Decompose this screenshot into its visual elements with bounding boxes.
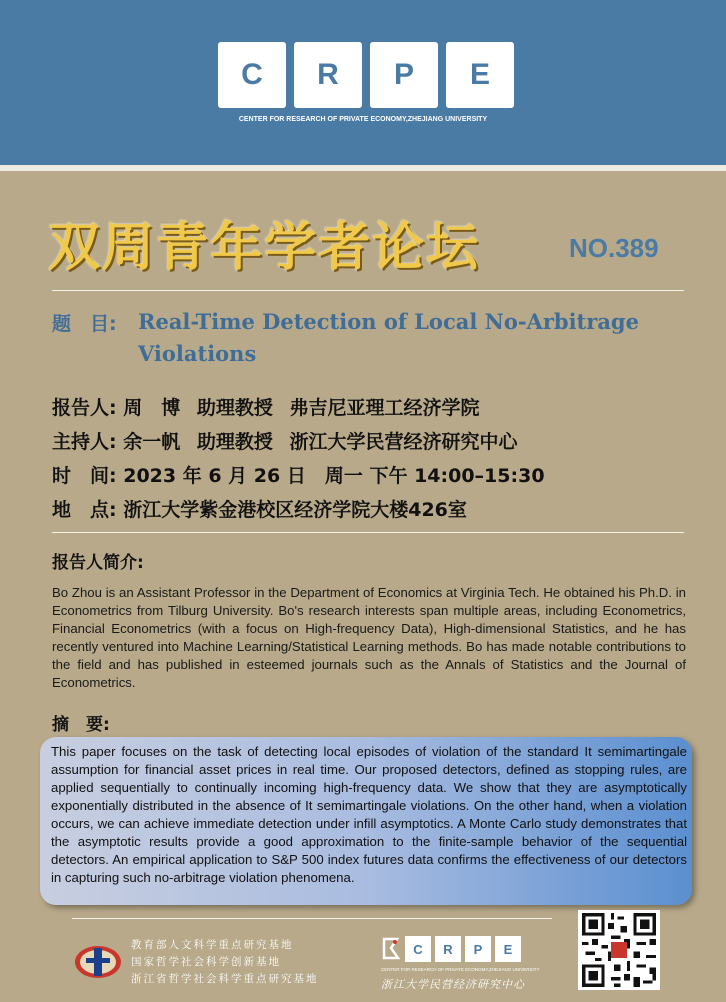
talk-title: Real-Time Detection of Local No-Arbitrage Violations (138, 309, 639, 366)
logo-letter-box (465, 936, 491, 962)
talk-title-label: 题 目: (52, 313, 117, 335)
logo-letter: E (503, 941, 513, 957)
crpe-mark-icon (381, 936, 401, 962)
host-name: 余一帆 (123, 431, 181, 453)
host-row (52, 427, 518, 454)
logo-letter: P (393, 58, 414, 91)
footer-logo-letters (405, 936, 521, 962)
speaker-org: 弗吉尼亚理工经济学院 (289, 397, 480, 419)
footer-logo-subtitle: CENTER FOR RESEARCH OF PRIVATE ECONOMY,ZHEJIANG UNIVERSITY (381, 967, 540, 972)
place-label: 地 点: (52, 499, 117, 521)
footer-crpe-logo (381, 936, 540, 992)
place-value: 浙江大学紫金港校区经济学院大楼426室 (123, 499, 467, 521)
divider (72, 918, 552, 919)
logo-letter: P (473, 941, 483, 957)
logo-letter-box (405, 936, 431, 962)
time-row (52, 461, 545, 488)
divider (52, 532, 684, 533)
footer-logo-chinese: 浙江大学民营经济研究中心 (381, 978, 525, 991)
speaker-title: 助理教授 (196, 397, 273, 419)
divider (52, 290, 684, 291)
logo-letter: C (241, 58, 263, 91)
logo-letter: R (317, 58, 339, 91)
forum-number: NO.389 (569, 233, 659, 263)
qr-code-icon[interactable] (578, 910, 660, 990)
abstract-heading: 摘 要: (52, 715, 110, 735)
header-banner (0, 0, 726, 165)
logo-letter-box (446, 42, 514, 108)
time-value: 2023 年 6 月 26 日 周一 下午 14:00–15:30 (123, 465, 545, 487)
logo-letter-box (435, 936, 461, 962)
base-line: 教育部人文科学重点研究基地 (131, 939, 294, 951)
speaker-row (52, 393, 480, 420)
center-subtitle: CENTER FOR RESEARCH OF PRIVATE ECONOMY,ZHEJIANG UNIVERSITY (238, 116, 488, 123)
logo-letter: E (469, 58, 490, 91)
host-title: 助理教授 (196, 431, 273, 453)
speaker-name: 周 博 (123, 397, 181, 419)
logo-letter: C (413, 941, 423, 957)
host-org: 浙江大学民营经济研究中心 (289, 431, 518, 453)
research-bases (131, 937, 319, 988)
forum-title: 双周青年学者论坛 (48, 218, 481, 278)
bio-text: Bo Zhou is an Assistant Professor in the Department of Economics at Virginia Tech. He obtained his Ph.D. in Econometrics from Tilburg University. Bo's research interests span multiple areas, including Econometrics, Financial Econometrics (with a focus on High-frequency Data), High-dimensional Statistics, and he has recently ventured into Machine Learning/Statistical Learning methods. Bo has made notable contributions to the field and has published in esteemed journals such as the Annals of Statistics and the Journal of Econometrics. (52, 585, 686, 690)
header-divider-strip (0, 165, 726, 171)
speaker-label: 报告人: (52, 397, 117, 419)
abstract-text: This paper focuses on the task of detecting local episodes of violation of the standard It semimartingale assumption for financial asset prices in real time. Our proposed detectors, defined as stopping rules, are applied sequentially to continually incoming high-frequency data. We show that they are asymptotically exponentially distributed in the absence of It semimartingale violations. On the other hand, when a violation occurs, we can achieve immediate detection under infill asymptotics. A Monte Carlo study demonstrates that the asymptotic results provide a good approximation to the finite-sample behavior of the sequential detectors. An empirical application to S&P 500 index futures data confirms the effectiveness of our detectors in capturing such no-arbitrage violation phenomena. (51, 744, 687, 885)
host-label: 主持人: (52, 431, 117, 453)
logo-letter-box (495, 936, 521, 962)
logo-letter: R (443, 941, 453, 957)
crpe-logo (218, 42, 514, 108)
time-label: 时 间: (52, 465, 117, 487)
base-line: 国家哲学社会科学创新基地 (131, 956, 281, 968)
place-row (52, 495, 467, 522)
logo-letter-box (218, 42, 286, 108)
zju-seal-icon (74, 944, 122, 980)
base-line: 浙江省哲学社会科学重点研究基地 (131, 973, 319, 985)
bio-heading: 报告人简介: (52, 553, 144, 573)
logo-letter-box (294, 42, 362, 108)
logo-letter-box (370, 42, 438, 108)
